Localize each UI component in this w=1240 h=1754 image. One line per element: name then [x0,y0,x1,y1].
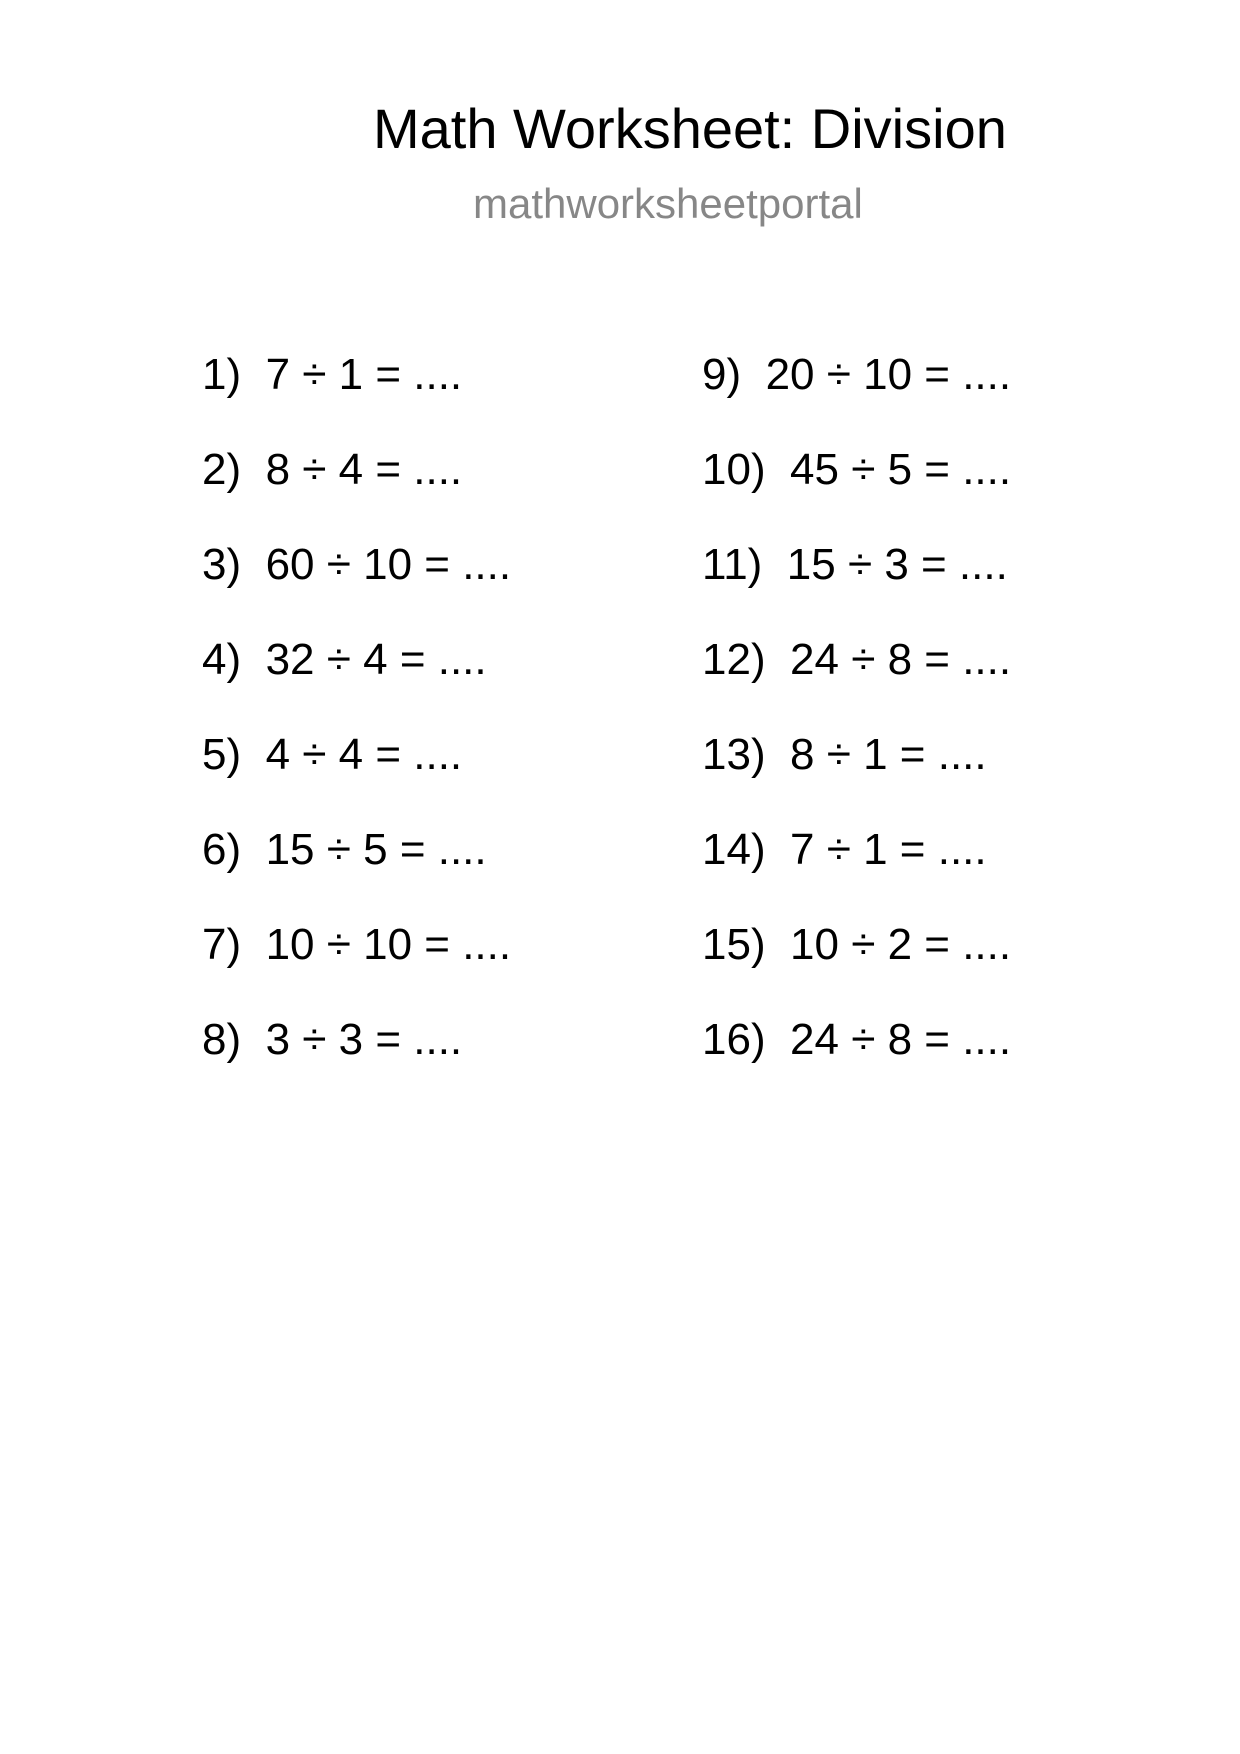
problem-expression: 24 ÷ 8 = .... [790,1015,1012,1064]
problem-expression: 4 ÷ 4 = .... [265,730,463,779]
problem-item [702,349,1011,444]
problem-item [702,1014,1011,1109]
problem-item [202,919,511,1014]
problem-item [202,349,511,444]
problem-item [202,729,511,824]
problem-expression: 8 ÷ 4 = .... [265,445,463,494]
problem-item [702,634,1011,729]
problem-number: 13) [702,730,766,779]
problem-number: 3) [202,540,242,589]
problem-number: 12) [702,635,766,684]
problem-expression: 3 ÷ 3 = .... [265,1015,463,1064]
problem-item [202,444,511,539]
problem-number: 8) [202,1015,242,1064]
problem-item [202,1014,511,1109]
problem-expression: 60 ÷ 10 = .... [265,540,512,589]
problem-expression: 15 ÷ 5 = .... [265,825,487,874]
problem-item [202,824,511,919]
problem-expression: 15 ÷ 3 = .... [786,540,1008,589]
problem-number: 4) [202,635,242,684]
problem-item [702,824,1011,919]
problem-column-left [202,349,511,1109]
worksheet-subtitle: mathworksheetportal [473,180,863,227]
problem-number: 9) [702,350,742,399]
problem-expression: 10 ÷ 10 = .... [265,920,512,969]
problem-number: 15) [702,920,766,969]
problem-number: 14) [702,825,766,874]
problem-expression: 7 ÷ 1 = .... [265,350,463,399]
problem-item [202,634,511,729]
problem-item [202,539,511,634]
problem-item [702,444,1011,539]
problem-item [702,539,1011,634]
problem-item [702,729,1011,824]
problem-column-right [702,349,1011,1109]
problem-expression: 45 ÷ 5 = .... [790,445,1012,494]
problem-expression: 8 ÷ 1 = .... [790,730,987,779]
problem-item [702,919,1011,1014]
problem-expression: 10 ÷ 2 = .... [790,920,1012,969]
problem-expression: 24 ÷ 8 = .... [790,635,1012,684]
problem-number: 16) [702,1015,766,1064]
problem-number: 7) [202,920,242,969]
problem-number: 11) [702,540,763,589]
problem-expression: 7 ÷ 1 = .... [790,825,987,874]
problem-expression: 20 ÷ 10 = .... [765,350,1012,399]
worksheet-title: Math Worksheet: Division [373,97,1007,160]
problem-number: 6) [202,825,242,874]
problem-number: 5) [202,730,242,779]
problem-expression: 32 ÷ 4 = .... [265,635,487,684]
problem-number: 10) [702,445,766,494]
problem-number: 2) [202,445,242,494]
problem-number: 1) [202,350,242,399]
